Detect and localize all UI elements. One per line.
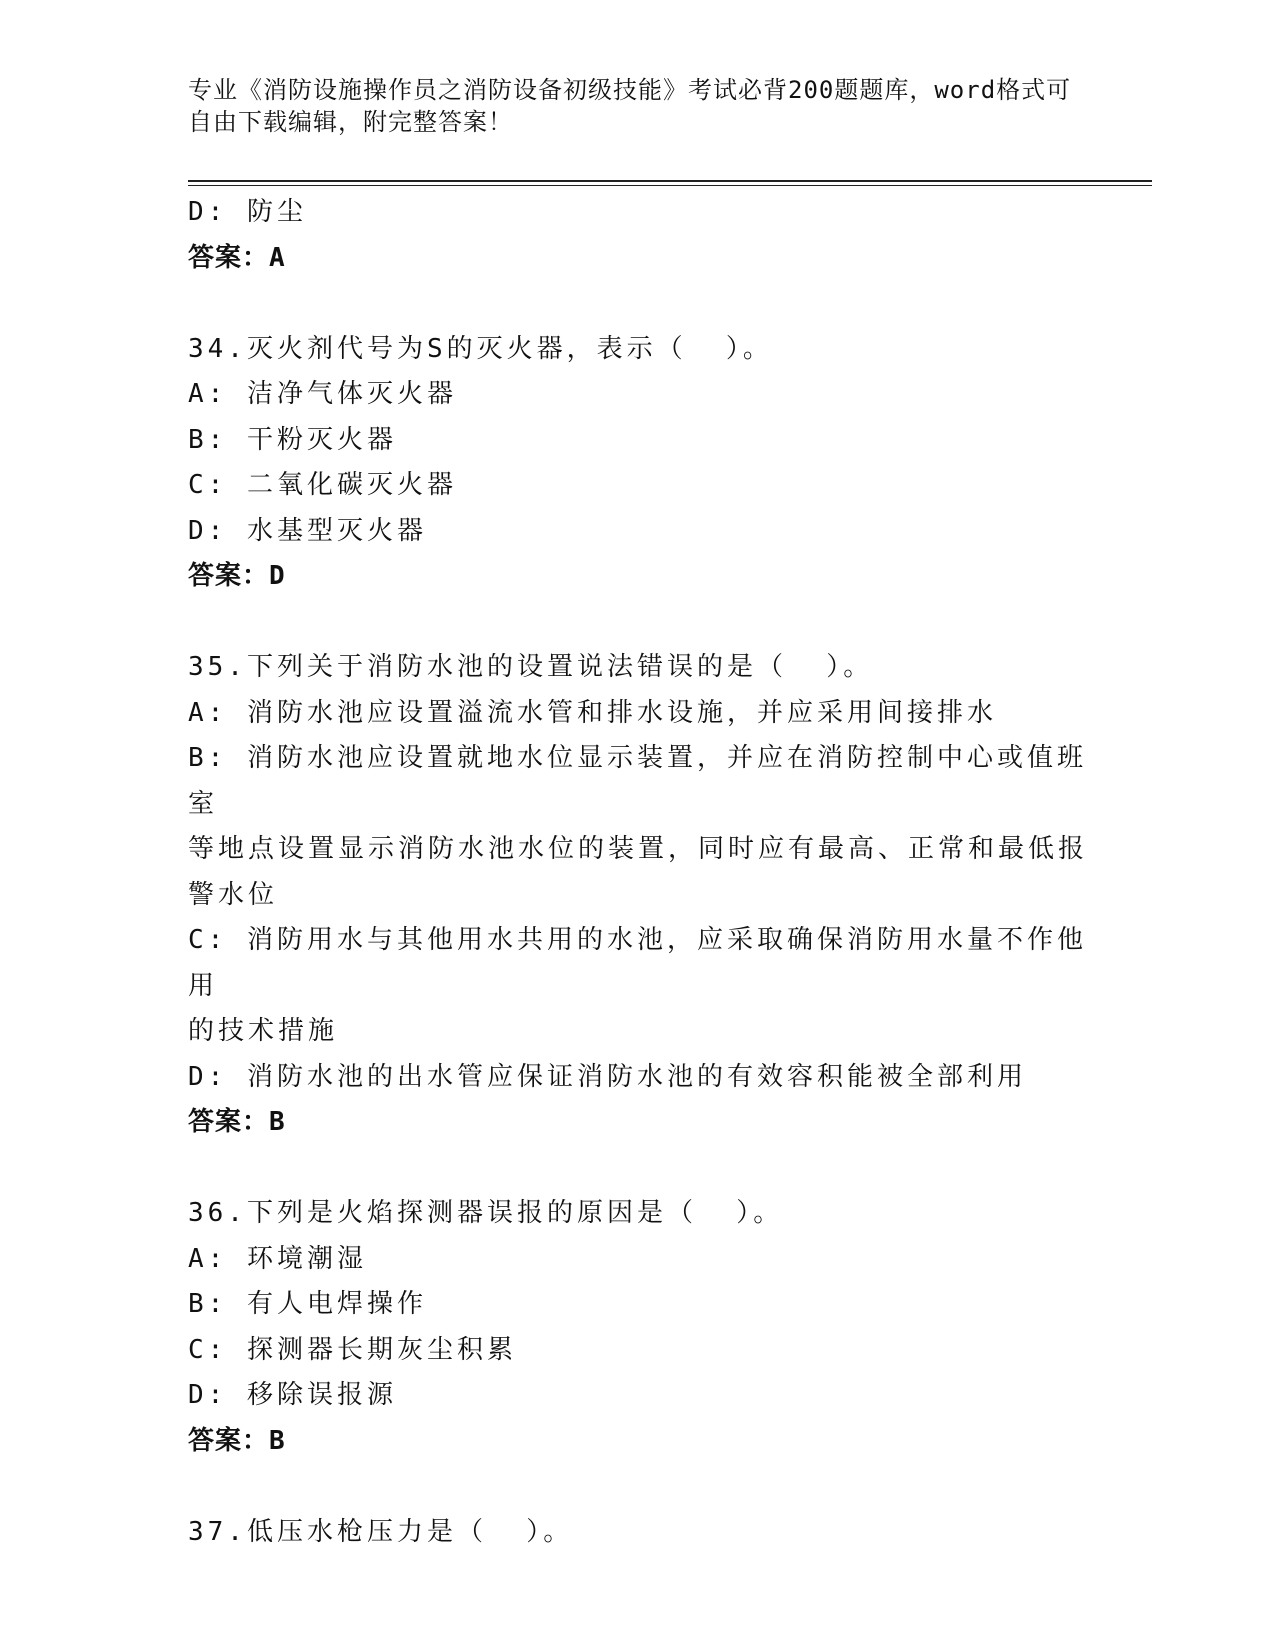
header-rule-thick <box>188 180 1152 182</box>
spacer <box>188 600 1088 646</box>
question-stem-36: 36.下列是火焰探测器误报的原因是（ ）。 <box>188 1198 784 1228</box>
prev-option-d: D: 防尘 <box>188 197 307 227</box>
q34-option-c: C: 二氧化碳灭火器 <box>188 470 457 500</box>
spacer <box>188 281 1088 327</box>
q35-option-a: A: 消防水池应设置溢流水管和排水设施，并应采用间接排水 <box>188 697 997 728</box>
spacer <box>188 1464 1088 1510</box>
question-stem-37: 37.低压水枪压力是（ ）。 <box>188 1516 574 1547</box>
prev-answer: 答案：A <box>188 242 286 273</box>
header-line-1: 专业《消防设施操作员之消防设备初级技能》考试必背200题题库，word格式可 <box>188 76 1072 104</box>
q36-option-b: B: 有人电焊操作 <box>188 1289 427 1319</box>
question-stem-34: 34.灭火剂代号为S的灭火器，表示（ ）。 <box>188 333 773 364</box>
header-rule-thin <box>188 185 1152 186</box>
q34-option-b: B: 干粉灭火器 <box>188 424 397 455</box>
document-header <box>188 74 1088 138</box>
q36-option-d: D: 移除误报源 <box>188 1380 397 1410</box>
q35-option-d: D: 消防水池的出水管应保证消防水池的有效容积能被全部利用 <box>188 1061 1027 1092</box>
q34-answer: 答案：D <box>188 561 286 591</box>
spacer <box>188 1146 1088 1192</box>
q34-option-d: D: 水基型灭火器 <box>188 515 427 546</box>
question-stem-35: 35.下列关于消防水池的设置说法错误的是（ ）。 <box>188 652 874 682</box>
q34-option-a: A: 洁净气体灭火器 <box>188 379 457 409</box>
q35-option-c-line-1: C: 消防用水与其他用水共用的水池，应采取确保消防用水量不作他用 <box>188 925 1087 1001</box>
q35-option-b-line-1: B: 消防水池应设置就地水位显示装置，并应在消防控制中心或值班室 <box>188 743 1087 819</box>
q36-option-a: A: 环境潮湿 <box>188 1243 367 1274</box>
q35-option-b-line-3: 警水位 <box>188 879 279 910</box>
q35-option-c-line-2: 的技术措施 <box>188 1016 339 1046</box>
document-body <box>188 190 1088 1555</box>
q35-answer: 答案：B <box>188 1107 286 1137</box>
q35-option-b-line-2: 等地点设置显示消防水池水位的装置，同时应有最高、正常和最低报 <box>188 834 1089 864</box>
q36-answer: 答案：B <box>188 1425 286 1456</box>
header-line-2: 自由下载编辑，附完整答案！ <box>188 108 513 136</box>
q36-option-c: C: 探测器长期灰尘积累 <box>188 1334 517 1365</box>
